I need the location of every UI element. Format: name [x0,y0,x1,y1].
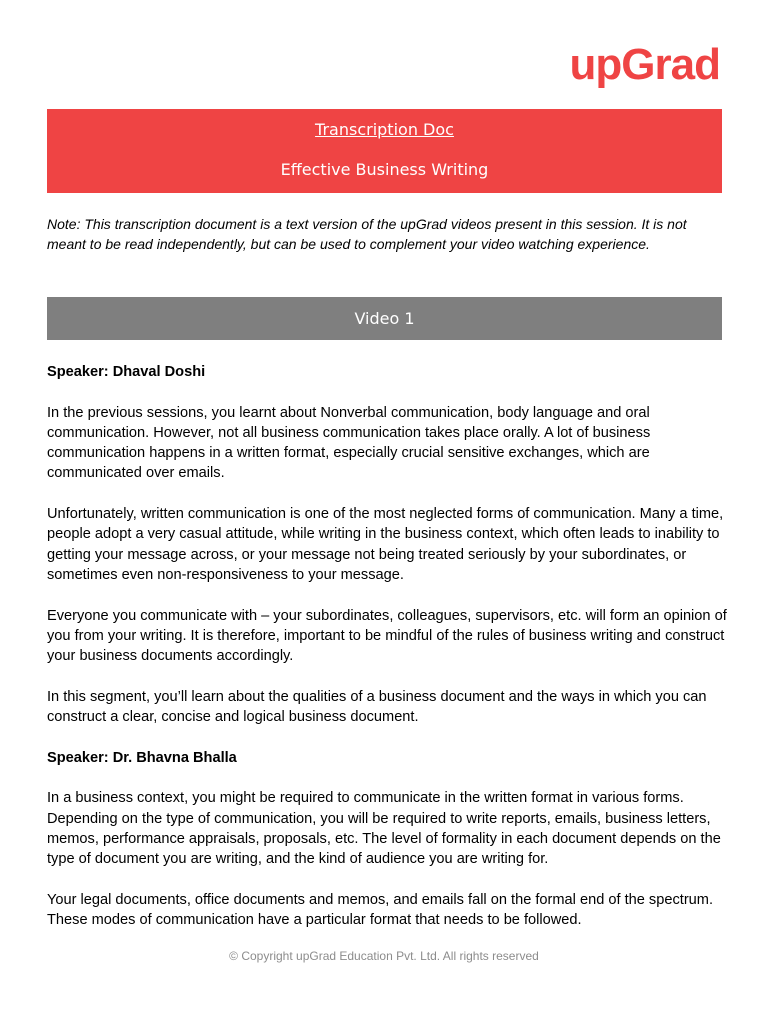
document-header-banner [47,109,722,193]
speaker-heading: Speaker: Dhaval Doshi [47,364,206,380]
transcript-paragraph: In this segment, you’ll learn about the qualities of a business document and the ways in which you can construct a clear, concise and logical business document. [47,688,707,726]
video-section-bar [47,297,722,340]
transcript-paragraph: Everyone you communicate with – your subordinates, colleagues, supervisors, etc. will form an opinion of you from your writing. It is therefore, important to be mindful of the rules of business writing and construct your business documents accordingly. [47,607,727,665]
speaker-heading: Speaker: Dr. Bhavna Bhalla [47,749,237,766]
copyright-footer: © Copyright upGrad Education Pvt. Ltd. All rights reserved [229,949,539,963]
transcription-note: Note: This transcription document is a text version of the upGrad videos present in this session. It is not meant to be read independently, but can be used to complement your video watching experience. [47,216,687,253]
document-type-label: Transcription Doc [315,120,454,139]
video-section-label: Video 1 [354,309,415,328]
transcript-body [47,362,727,951]
document-title: Effective Business Writing [280,160,489,179]
transcript-paragraph: In a business context, you might be required to communicate in the written format in various forms. Depending on the type of communication, you will be required to write reports, emails, business letters, memos, performance appraisals, proposals, etc. The level of formality in each document depends on the type of document you are writing, and the kind of audience you are writing for. [47,790,721,868]
transcript-paragraph: Unfortunately, written communication is one of the most neglected forms of communication. Many a time, people adopt a very casual attitude, while writing in the business context, which often leads to inability to getting your message across, or your message not being treated seriously by your subordinates, or sometimes even non-responsiveness to your message. [47,506,724,583]
transcript-paragraph: Your legal documents, office documents and memos, and emails fall on the formal end of the spectrum. These modes of communication have a particular format that needs to be followed. [47,891,714,929]
upgrad-logo: upGrad [569,40,720,89]
transcript-paragraph: In the previous sessions, you learnt about Nonverbal communication, body language and oral communication. However, not all business communication takes place orally. A lot of business communication happens in a written format, especially crucial sensitive exchanges, which are communicated over emails. [47,404,651,482]
